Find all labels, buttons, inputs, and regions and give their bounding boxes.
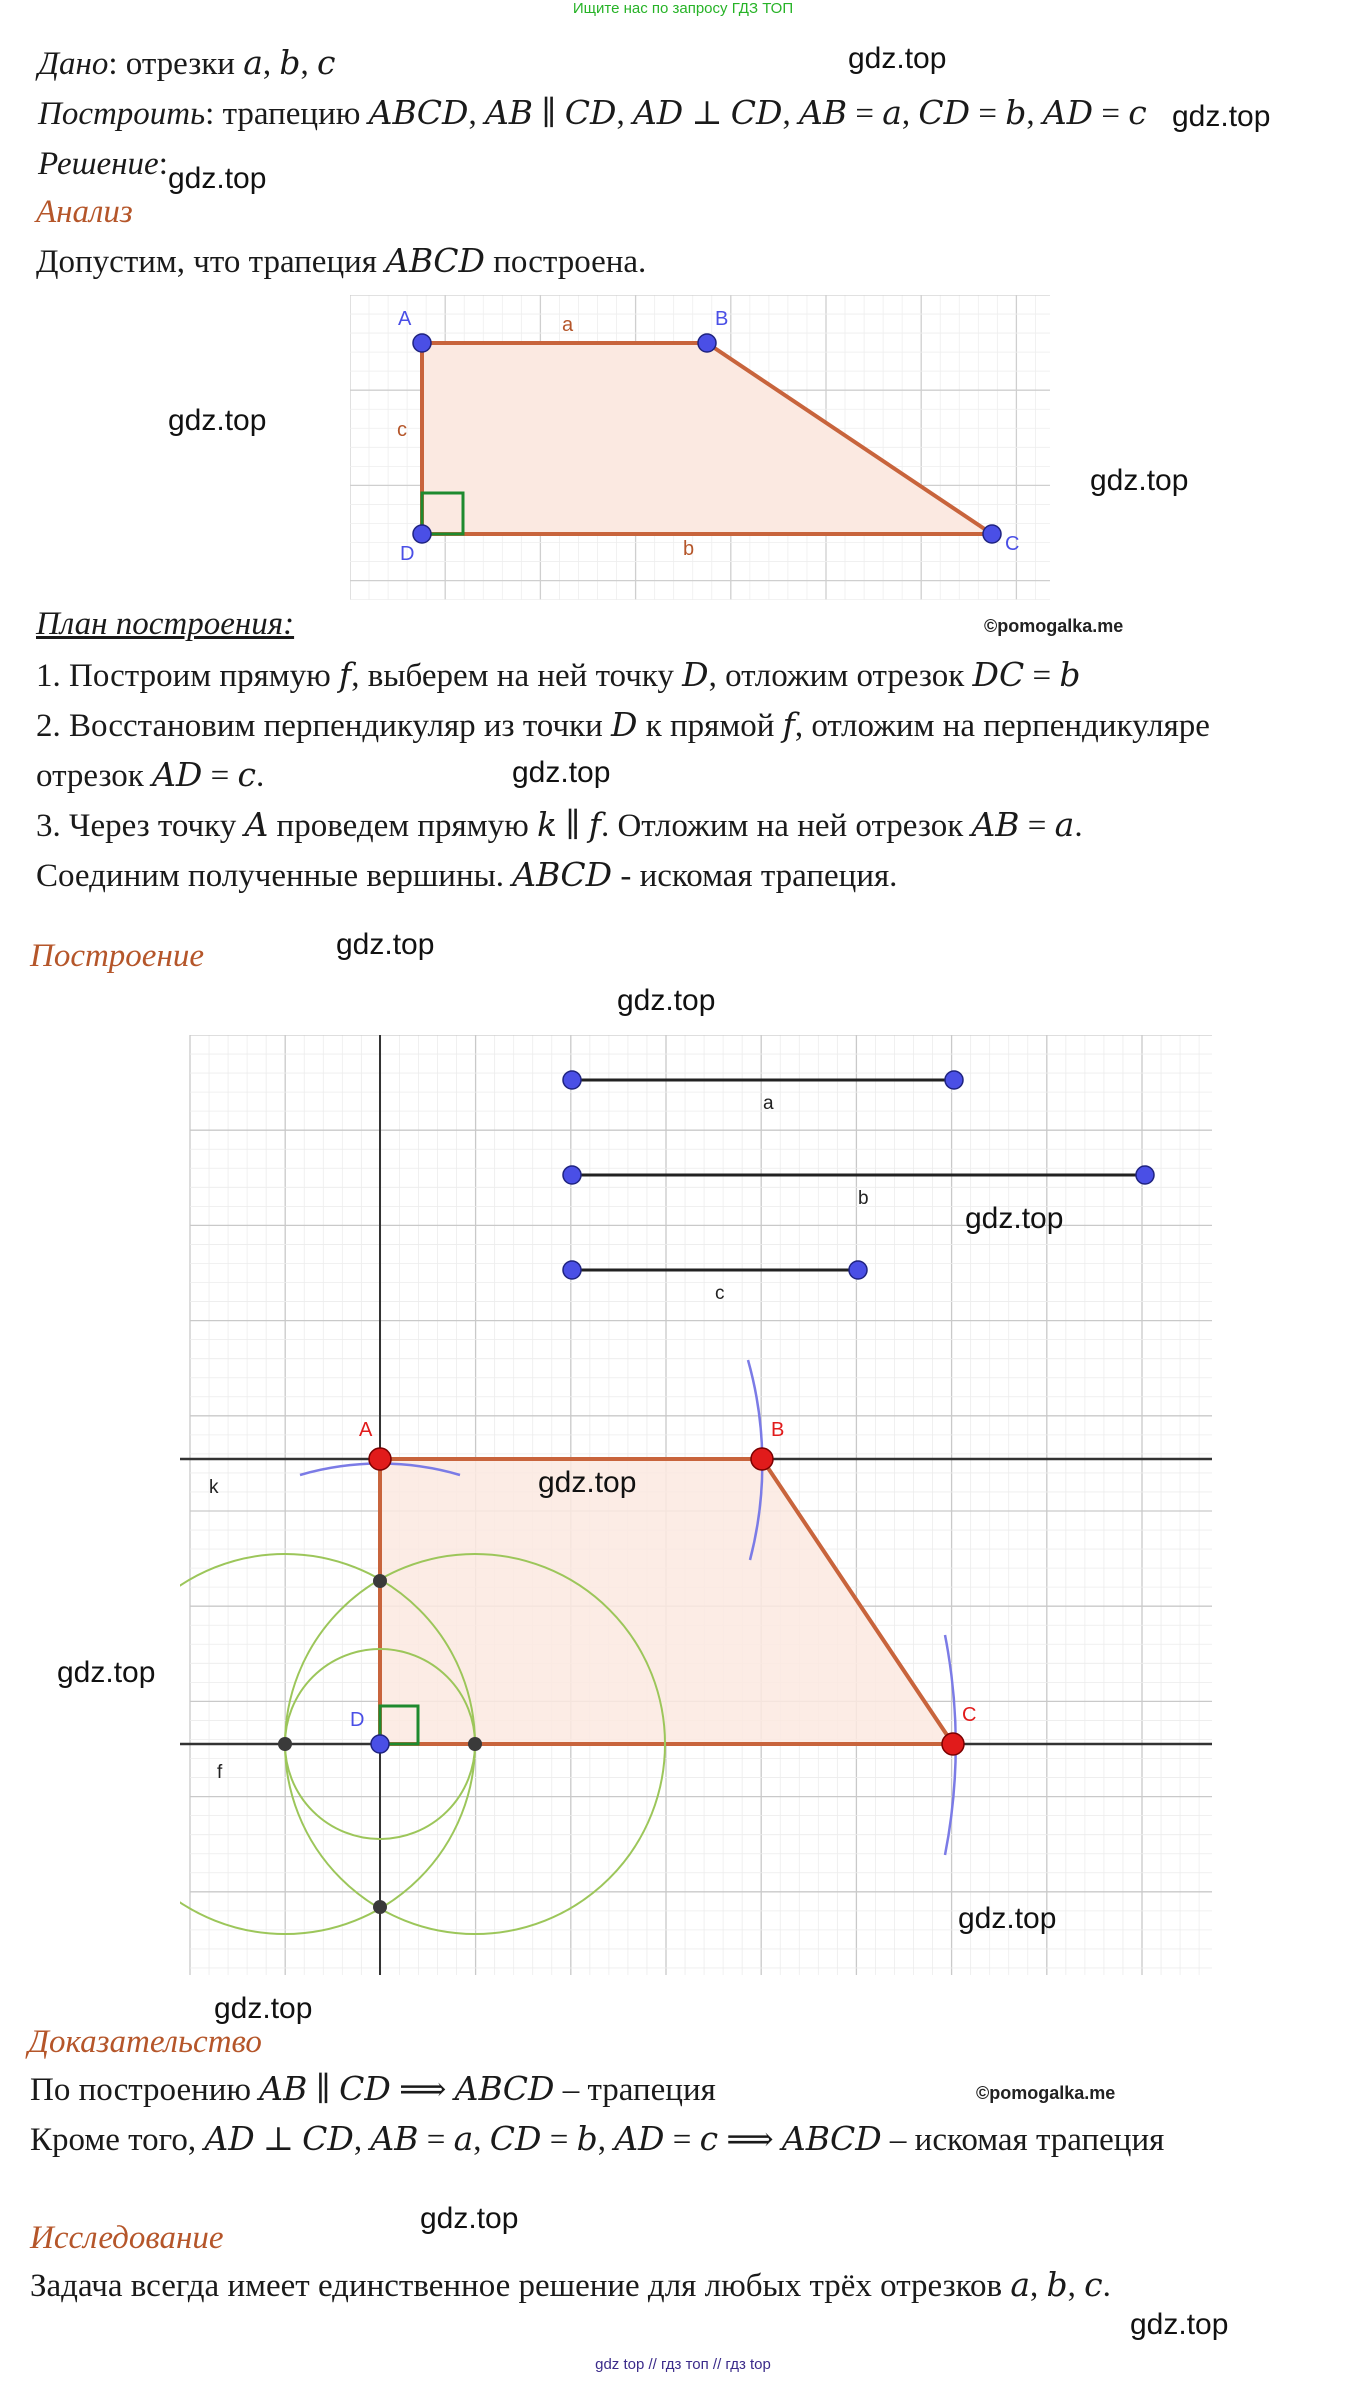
plan-step-3-line-1: 3. Через точку 𝐴 проведем прямую 𝑘 ∥ 𝑓. Отложим на ней отрезок 𝐴𝐵 = 𝑎. (36, 808, 1083, 844)
intersection-point (278, 1737, 292, 1751)
given-label: Дано (38, 46, 109, 82)
research-heading: Исследование (30, 2220, 224, 2256)
construction-point-d (371, 1735, 389, 1753)
segment-a-end-point (945, 1071, 963, 1089)
watermark-gdz: gdz.top (1172, 100, 1271, 133)
plan-heading: План построения: (36, 606, 295, 642)
solution-label: Решение (38, 146, 159, 182)
line-k-label: k (209, 1477, 219, 1498)
given-text: : отрезки 𝑎, 𝑏, 𝑐 (108, 46, 336, 82)
watermark-gdz: gdz.top (848, 42, 947, 75)
watermark-pomogalka: ©pomogalka.me (976, 2083, 1116, 2103)
watermark-gdz: gdz.top (1130, 2308, 1229, 2341)
given-segment-c-label: c (715, 1283, 725, 1304)
proof-heading: Доказательство (28, 2024, 262, 2060)
solution-line (38, 144, 168, 184)
given-segment-b-label: b (858, 1188, 869, 1209)
proof-line-2: Кроме того, 𝐴𝐷 ⊥ 𝐶𝐷, 𝐴𝐵 = 𝑎, 𝐶𝐷 = 𝑏, 𝐴𝐷 = 𝑐 ⟹ 𝐴𝐵𝐶𝐷 – искомая трапеция (30, 2122, 1165, 2158)
watermark-gdz: gdz.top (420, 2202, 519, 2235)
construction-label-d: D (350, 1709, 365, 1731)
analysis-figure (350, 295, 1050, 600)
construct-text: : трапецию 𝐴𝐵𝐶𝐷, 𝐴𝐵 ∥ 𝐶𝐷, 𝐴𝐷 ⊥ 𝐶𝐷, 𝐴𝐵 = 𝑎, 𝐶𝐷 = 𝑏, 𝐴𝐷 = 𝑐 (205, 96, 1147, 132)
plan-step-1: 1. Построим прямую 𝑓, выберем на ней точку 𝐷, отложим отрезок 𝐷𝐶 = 𝑏 (36, 658, 1081, 694)
research-text: Задача всегда имеет единственное решение для любых трёх отрезков 𝑎, 𝑏, 𝑐. (30, 2268, 1111, 2304)
analysis-point-d (413, 525, 431, 543)
analysis-point-c (983, 525, 1001, 543)
watermark-gdz: gdz.top (538, 1466, 637, 1499)
analysis-text: Допустим, что трапеция 𝐴𝐵𝐶𝐷 построена. (36, 244, 647, 280)
footer-links: gdz top // гдз топ // гдз top (595, 2356, 771, 2373)
construction-figure (0, 1020, 1366, 2000)
watermark-pomogalka: ©pomogalka.me (984, 616, 1124, 636)
watermark-gdz: gdz.top (336, 928, 435, 961)
construction-label-b: B (771, 1419, 785, 1441)
construct-line (38, 94, 1147, 134)
intersection-point (373, 1900, 387, 1914)
proof-line-1: По построению 𝐴𝐵 ∥ 𝐶𝐷 ⟹ 𝐴𝐵𝐶𝐷 – трапеция (30, 2072, 716, 2108)
analysis-segment-c-label: c (397, 419, 407, 441)
construction-point-c (942, 1733, 964, 1755)
given-segment-a-label: a (763, 1093, 774, 1114)
intersection-point (373, 1574, 387, 1588)
watermark-gdz: gdz.top (168, 404, 267, 437)
watermark-gdz: gdz.top (512, 756, 611, 789)
segment-a-start-point (563, 1071, 581, 1089)
analysis-trapezoid (422, 343, 992, 534)
construct-label: Построить (38, 96, 206, 132)
intersection-point (468, 1737, 482, 1751)
segment-c-start-point (563, 1261, 581, 1279)
top-search-hint: Ищите нас по запросу ГДЗ ТОП (572, 0, 794, 17)
analysis-label-c: C (1005, 533, 1020, 555)
plan-step-3-line-2: Соединим полученные вершины. 𝐴𝐵𝐶𝐷 - искомая трапеция. (36, 858, 898, 894)
watermark-gdz: gdz.top (965, 1202, 1064, 1235)
analysis-segment-b-label: b (683, 538, 695, 560)
segment-b-end-point (1136, 1166, 1154, 1184)
given-line (38, 44, 336, 84)
construction-heading: Построение (30, 938, 204, 974)
analysis-point-a (413, 334, 431, 352)
watermark-gdz: gdz.top (1090, 464, 1189, 497)
watermark-gdz: gdz.top (214, 1992, 313, 2025)
construction-label-a: A (359, 1419, 373, 1441)
analysis-segment-a-label: a (562, 314, 574, 336)
segment-b-start-point (563, 1166, 581, 1184)
watermark-gdz: gdz.top (168, 162, 267, 195)
analysis-label-d: D (400, 543, 415, 565)
plan-step-2-line-2: отрезок 𝐴𝐷 = 𝑐. (36, 758, 265, 794)
watermark-gdz: gdz.top (57, 1656, 156, 1689)
solution-text: : (158, 146, 168, 182)
segment-c-end-point (849, 1261, 867, 1279)
watermark-gdz: gdz.top (958, 1902, 1057, 1935)
analysis-label-b: B (715, 308, 729, 330)
construction-label-c: C (962, 1704, 977, 1726)
construction-point-b (751, 1448, 773, 1470)
analysis-heading: Анализ (36, 194, 133, 230)
plan-step-2-line-1: 2. Восстановим перпендикуляр из точки 𝐷 к прямой 𝑓, отложим на перпендикуляре (36, 708, 1210, 744)
watermark-gdz: gdz.top (617, 984, 716, 1017)
line-f-label: f (217, 1762, 223, 1783)
analysis-point-b (698, 334, 716, 352)
analysis-label-a: A (398, 308, 412, 330)
construction-point-a (369, 1448, 391, 1470)
